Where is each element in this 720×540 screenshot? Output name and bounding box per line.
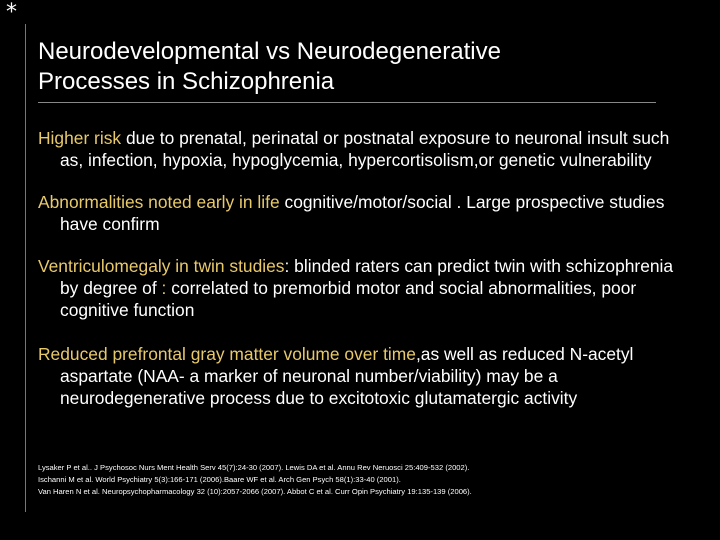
bullet-reduced-gray-matter	[38, 343, 678, 409]
bullet-text: ,as well as reduced N-acetyl aspartate (NAA- a marker of neuronal number/viability) may be a neurodegenerative process due to excitotoxic glutamatergic activity	[60, 344, 634, 408]
bullet-higher-risk	[38, 127, 678, 171]
bullet-highlight: Higher risk	[38, 128, 122, 148]
reference-line: Van Haren N et al. Neuropsychopharmacology 32 (10):2057-2066 (2007). Abbot C et al. Curr Opin Psychiatry 19:135-139 (2006).	[38, 487, 472, 496]
slide-title-line-1: Neurodevelopmental vs Neurodegenerative	[38, 38, 501, 65]
bullet-highlight: Ventriculomegaly in twin studies	[38, 256, 285, 276]
bullet-highlight-colon: :	[161, 278, 167, 298]
bullet-text-mid: : blinded raters can predict twin with schizophrenia by degree of	[60, 256, 674, 298]
corner-asterisk: *	[6, 0, 17, 25]
reference-line: Lysaker P et al.. J Psychosoc Nurs Ment Health Serv 45(7):24-30 (2007). Lewis DA et al. Annu Rev Neruosci 25:409-532 (2002).	[38, 463, 470, 472]
vertical-divider	[25, 24, 26, 512]
slide-title-line-2: Processes in Schizophrenia	[38, 68, 335, 95]
bullet-highlight: Abnormalities noted early in life	[38, 192, 280, 212]
reference-line: Ischanni M et al. World Psychiatry 5(3):166-171 (2006).Baare WF et al. Arch Gen Psych 58(1):33-40 (2001).	[38, 475, 401, 484]
bullet-text: cognitive/motor/social . Large prospective studies have confirm	[60, 192, 665, 234]
bullet-text: due to prenatal, perinatal or postnatal exposure to neuronal insult such as, infection, hypoxia, hypoglycemia, hypercortisolism,or genetic vulnerability	[60, 128, 670, 170]
slide-title	[38, 37, 658, 97]
bullet-list	[38, 127, 678, 429]
title-underline	[38, 102, 656, 103]
bullet-ventriculomegaly	[38, 255, 678, 321]
references	[38, 462, 678, 498]
bullet-text: correlated to premorbid motor and social abnormalities, poor cognitive function	[60, 278, 637, 320]
bullet-highlight: Reduced prefrontal gray matter volume over time	[38, 344, 416, 364]
bullet-early-abnormalities	[38, 191, 678, 235]
